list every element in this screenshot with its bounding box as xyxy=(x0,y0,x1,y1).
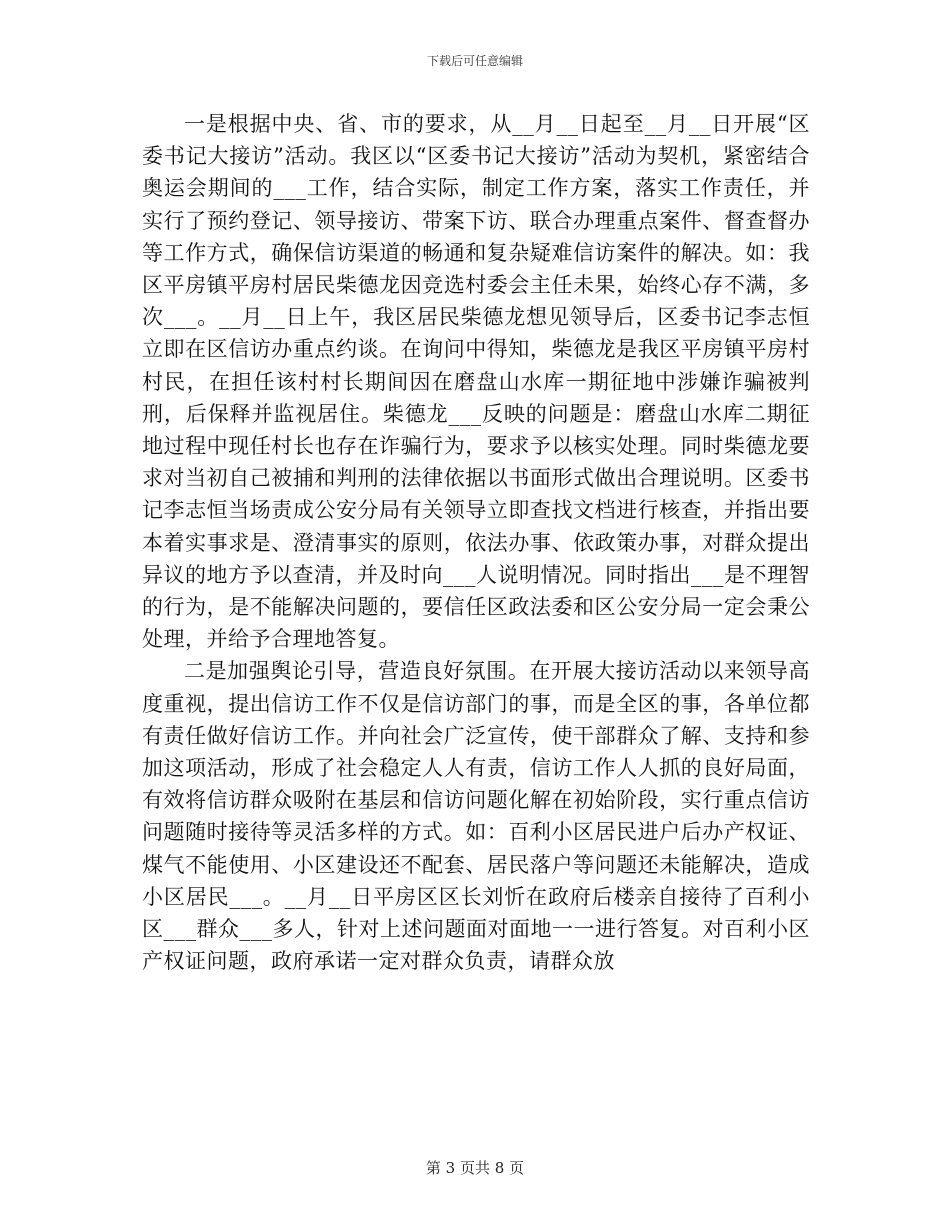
page-number: 第 3 页共 8 页 xyxy=(425,1159,525,1177)
page-header-note: 下载后可任意编辑 xyxy=(426,54,523,68)
paragraph-1: 一是根据中央、省、市的要求，从__月__日起至__月__日开展“区委书记大接访”活动。我区以“区委书记大接访”活动为契机，紧密结合奥运会期间的___工作，结合实际，制定工作方案，落实工作责任，并实行了预约登记、领导接访、带案下访、联合办理重点案件、督查督办等工作方式，确保信访渠道的畅通和复杂疑难信访案件的解决。如：我区平房镇平房村居民柴德龙因竞选村委会主任未果，始终心存不满，多次___。__月__日上午，我区居民柴德龙想见领导后，区委书记李志恒立即在区信访办重点约谈。在询问中得知，柴德龙是我区平房镇平房村村民，在担任该村村长期间因在磨盘山水库一期征地中涉嫌诈骗被判刑，后保释并监视居住。柴德龙___反映的问题是：磨盘山水库二期征地过程中现任村长也存在诈骗行为，要求予以核实处理。同时柴德龙要求对当初自己被捕和判刑的法律依据以书面形式做出合理说明。区委书记李志恒当场责成公安分局有关领导立即查找文档进行核查，并指出要本着实事求是、澄清事实的原则，依法办事、依政策办事，对群众提出异议的地方予以查清，并及时向___人说明情况。同时指出___是不理智的行为，是不能解决问题的，要信任区政法委和区公安分局一定会秉公处理，并给予合理地答复。 xyxy=(142,112,810,652)
paragraph-2: 二是加强舆论引导，营造良好氛围。在开展大接访活动以来领导高度重视，提出信访工作不仅是信访部门的事，而是全区的事，各单位都有责任做好信访工作。并向社会广泛宣传，使干部群众了解、支持和参加这项活动，形成了社会稳定人人有责，信访工作人人抓的良好局面，有效将信访群众吸附在基层和信访问题化解在初始阶段，实行重点信访问题随时接待等灵活多样的方式。如：百利小区居民进户后办产权证、煤气不能使用、小区建设还不配套、居民落户等问题还未能解决，造成小区居民___。__月__日平房区区长刘忻在政府后楼亲自接待了百利小区___群众___多人，针对上述问题面对面地一一进行答复。对百利小区产权证问题，政府承诺一定对群众负责，请群众放 xyxy=(142,659,810,974)
document-body xyxy=(142,108,810,977)
